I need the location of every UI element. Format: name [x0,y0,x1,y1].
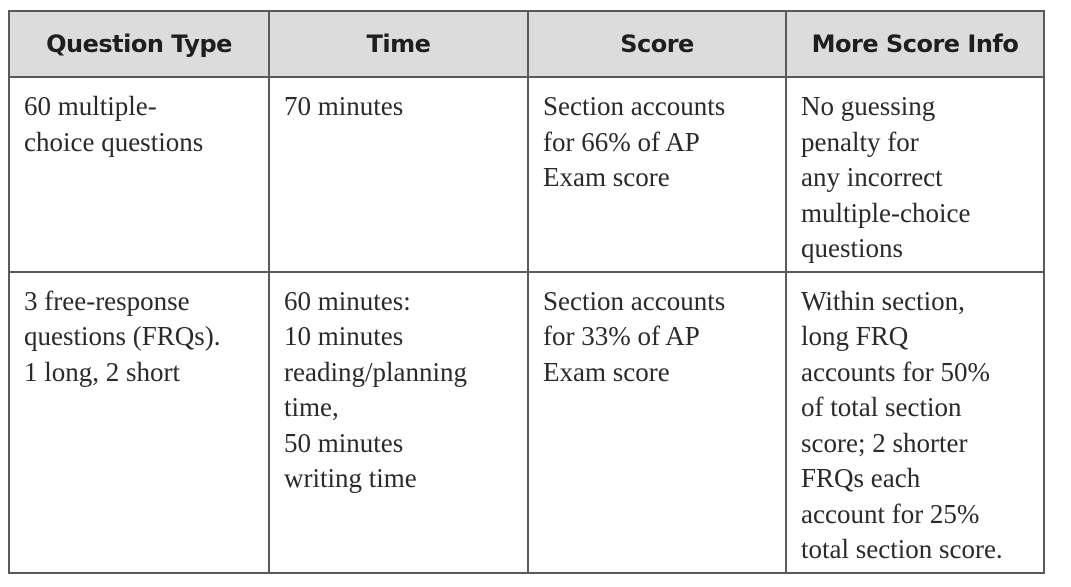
cell-text-line: FRQs each [801,463,921,493]
header-time: Time [269,11,528,77]
cell-text-line: 10 minutes [284,321,404,351]
header-more-score-info: More Score Info [786,11,1044,77]
table-row-free-response [9,272,1044,573]
cell-text-line: of total section [801,392,962,422]
table-row-multiple-choice [9,77,1044,272]
cell-text-line: score; 2 shorter [801,427,968,458]
cell-text-line: multiple-choice [801,197,971,228]
header-question-type: Question Type [9,11,269,77]
cell-text-line: accounts for 50% [801,356,990,387]
cell-question-type [9,77,269,272]
cell-text-line: reading/planning [284,356,467,387]
cell-question-type [9,272,269,573]
cell-text-line: total section score. [801,534,1003,564]
exam-format-table-container [8,10,1043,574]
cell-text-line: for 66% of AP [543,126,700,157]
cell-text-line: account for 25% [801,498,980,529]
cell-text-line: any incorrect [801,162,943,192]
cell-score [528,272,786,573]
cell-text-line: questions [801,233,904,263]
cell-text-line: Exam score [543,356,670,387]
cell-text-line: 70 minutes [284,91,404,121]
cell-text-line: questions (FRQs). [24,321,221,351]
cell-more-info [786,272,1044,573]
header-score: Score [528,11,786,77]
exam-format-table [8,10,1045,574]
cell-text-line: writing time [284,463,417,493]
cell-text-line: 1 long, 2 short [24,356,181,387]
cell-text-line: Section accounts [543,91,726,121]
cell-text-line: long FRQ [801,321,909,351]
table-header-row [9,11,1044,77]
cell-more-info [786,77,1044,272]
cell-text-line: 50 minutes [284,427,404,458]
cell-text-line: 60 multiple- [24,91,157,121]
cell-text-line: 60 minutes: [284,285,411,316]
cell-text-line: 3 free-response [24,285,190,316]
cell-text-line: Section accounts [543,285,726,316]
cell-text-line: time, [284,392,339,422]
cell-time [269,272,528,573]
cell-text-line: No guessing [801,91,936,121]
cell-text-line: Exam score [543,162,670,192]
cell-score [528,77,786,272]
cell-time [269,77,528,272]
cell-text-line: choice questions [24,126,204,157]
cell-text-line: for 33% of AP [543,321,700,351]
cell-text-line: penalty for [801,126,919,157]
cell-text-line: Within section, [801,285,965,316]
